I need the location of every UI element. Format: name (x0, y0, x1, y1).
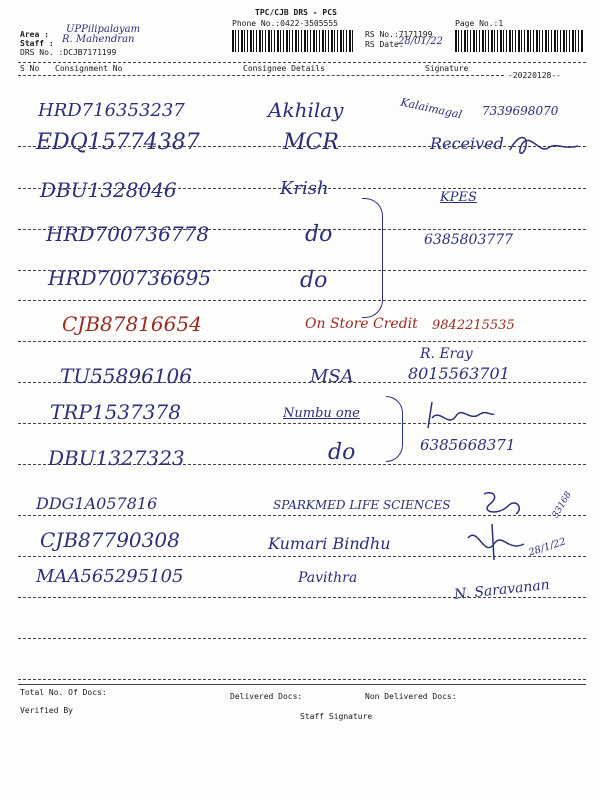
signature: Kalaimagal (399, 95, 464, 122)
signature: KPES (440, 190, 477, 205)
consignment-number: TU55896106 (60, 364, 192, 388)
barcode-right (455, 30, 583, 52)
phone: 9842215535 (432, 318, 515, 333)
consignee-name: do (300, 268, 328, 293)
consignment-number: TRP1537378 (50, 400, 181, 424)
phone: 7339698070 (482, 104, 559, 118)
consignee-name: Krish (280, 178, 329, 199)
bracket-mark (362, 198, 383, 318)
rs-date-value: 28/01/22 (398, 36, 443, 47)
signature: Received (430, 134, 504, 153)
row-rule (18, 300, 586, 301)
col-consignment: Consignment No (55, 64, 123, 73)
consignment-number: HRD716353237 (38, 100, 185, 121)
consignee-name: MSA (310, 366, 354, 387)
consignee-name: do (328, 440, 356, 465)
stamp-number: 33168 (550, 490, 574, 520)
total-docs: Total No. Of Docs: (20, 688, 107, 697)
area-value: UPPilipalayam (66, 24, 141, 35)
consignee-name: Kumari Bindhu (268, 534, 391, 553)
col-signature: Signature (425, 64, 469, 73)
barcode-left (232, 30, 354, 52)
row-rule (18, 638, 586, 639)
header-bottom-rule (18, 75, 504, 76)
footer-rule (18, 684, 586, 685)
signature: R. Eray (420, 346, 473, 362)
consignment-number: DDG1A057816 (36, 494, 158, 513)
phone: 6385668371 (420, 436, 516, 454)
consignment-number: CJB87790308 (40, 528, 180, 552)
header-top-rule (18, 62, 586, 63)
phone: 6385803777 (424, 232, 514, 248)
consignment-number: HRD700736695 (48, 266, 212, 290)
area-label: Area : (20, 30, 49, 39)
signature-scribble (508, 132, 580, 160)
phone: 8015563701 (408, 364, 510, 383)
date-code: -20220128-- (508, 71, 561, 80)
bracket-mark (386, 396, 403, 462)
consignee-name: Numbu one (283, 406, 360, 421)
signature-scribble (464, 488, 544, 562)
verified-by: Verified By (20, 706, 73, 715)
rs-number: RS No.:7171199 (365, 30, 433, 39)
consignee-name: Pavithra (298, 570, 358, 586)
consignment-number: CJB87816654 (62, 312, 202, 336)
consignment-number: DBU1327323 (48, 446, 185, 470)
row-rule (18, 679, 586, 680)
page-number: Page No.:1 (455, 19, 504, 28)
staff-value: R. Mahendran (62, 34, 135, 45)
consignment-number: DBU1328046 (40, 178, 177, 202)
consignee-name: MCR (283, 130, 339, 155)
non-delivered-docs: Non Delivered Docs: (365, 692, 457, 701)
staff-label: Staff : (20, 39, 54, 48)
document-title: TPC/CJB DRS - PCS (255, 8, 337, 17)
phone-number: Phone No.:0422-3505555 (232, 19, 338, 28)
row-rule (18, 341, 586, 342)
rs-date-label: RS Date: (365, 40, 404, 49)
signature: N. Saravanan (453, 577, 551, 603)
staff-signature: Staff Signature (300, 712, 373, 721)
consignee-name: do (305, 222, 333, 247)
consignee-name: Akhilay (268, 98, 344, 122)
consignee-name: On Store Credit (305, 316, 418, 332)
signature-scribble (424, 398, 496, 432)
signature: 28/1/22 (527, 536, 568, 559)
consignment-number: EDQ15774387 (36, 130, 200, 155)
consignee-name: SPARKMED LIFE SCIENCES (273, 498, 451, 512)
consignment-number: HRD700736778 (46, 222, 210, 246)
consignment-number: MAA565295105 (36, 566, 184, 587)
delivered-docs: Delivered Docs: (230, 692, 303, 701)
col-sno: S No (20, 64, 40, 73)
col-consignee: Consignee Details (243, 64, 325, 73)
drs-number: DRS No. :DCJB7171199 (20, 48, 117, 57)
